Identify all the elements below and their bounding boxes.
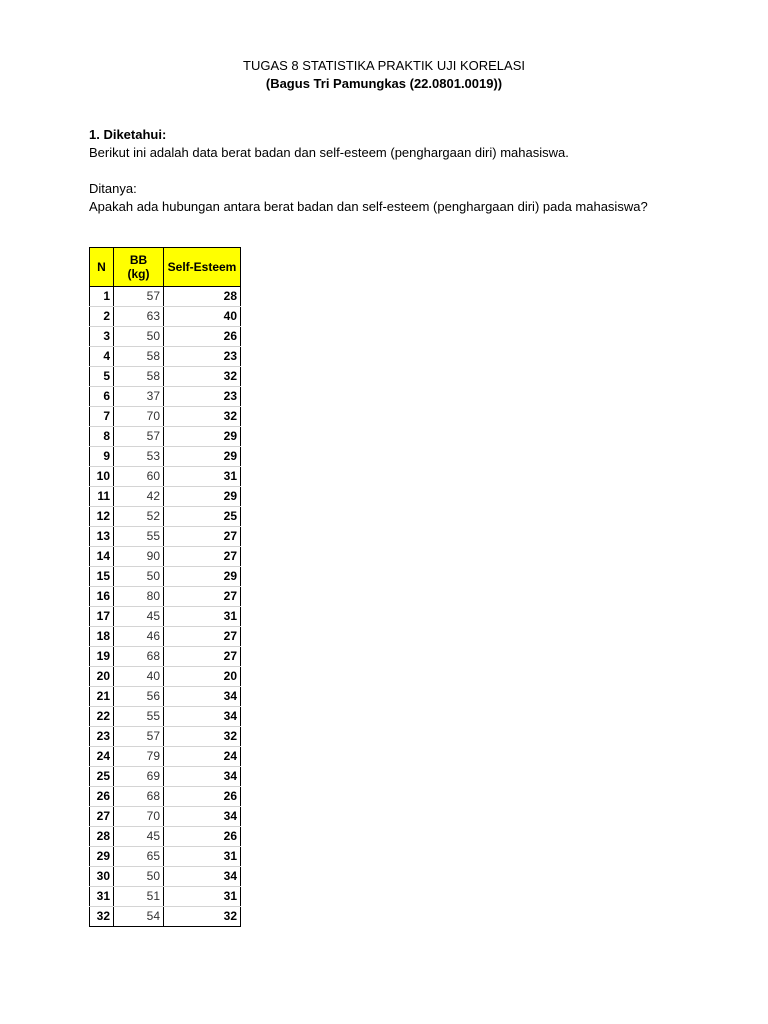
table-row [90,347,241,367]
cell-n: 17 [90,607,114,627]
cell-self-esteem: 20 [164,667,241,687]
cell-self-esteem: 40 [164,307,241,327]
table-row [90,607,241,627]
table-row [90,727,241,747]
cell-self-esteem: 26 [164,787,241,807]
table-header [90,248,241,287]
table-row [90,567,241,587]
cell-bb: 70 [114,407,164,427]
cell-self-esteem: 34 [164,767,241,787]
cell-self-esteem: 31 [164,467,241,487]
table-row [90,427,241,447]
cell-bb: 80 [114,587,164,607]
cell-bb: 50 [114,567,164,587]
table-row [90,767,241,787]
cell-self-esteem: 31 [164,607,241,627]
cell-self-esteem: 27 [164,647,241,667]
cell-self-esteem: 34 [164,707,241,727]
cell-self-esteem: 31 [164,887,241,907]
table-row [90,587,241,607]
cell-bb: 55 [114,707,164,727]
table-row [90,747,241,767]
cell-bb: 51 [114,887,164,907]
table-row [90,867,241,887]
cell-self-esteem: 34 [164,687,241,707]
cell-bb: 56 [114,687,164,707]
table-row [90,287,241,307]
cell-self-esteem: 32 [164,907,241,927]
table-row [90,307,241,327]
cell-n: 27 [90,807,114,827]
known-heading: 1. Diketahui: [89,127,167,142]
cell-self-esteem: 24 [164,747,241,767]
cell-n: 8 [90,427,114,447]
table-row [90,447,241,467]
table-row [90,407,241,427]
cell-n: 11 [90,487,114,507]
table-row [90,547,241,567]
cell-self-esteem: 29 [164,447,241,467]
table-row [90,507,241,527]
cell-self-esteem: 32 [164,407,241,427]
cell-n: 30 [90,867,114,887]
table-row [90,707,241,727]
cell-n: 15 [90,567,114,587]
asked-heading: Ditanya: [89,181,137,196]
cell-n: 25 [90,767,114,787]
cell-bb: 57 [114,427,164,447]
cell-self-esteem: 27 [164,627,241,647]
cell-self-esteem: 26 [164,827,241,847]
table-row [90,847,241,867]
cell-n: 24 [90,747,114,767]
table-body [90,287,241,927]
table-row [90,907,241,927]
cell-bb: 54 [114,907,164,927]
cell-self-esteem: 27 [164,527,241,547]
cell-n: 29 [90,847,114,867]
known-text: Berikut ini adalah data berat badan dan self-esteem (penghargaan diri) mahasiswa. [89,145,569,160]
cell-self-esteem: 29 [164,567,241,587]
cell-bb: 79 [114,747,164,767]
table-row [90,807,241,827]
cell-n: 14 [90,547,114,567]
table-row [90,327,241,347]
cell-bb: 40 [114,667,164,687]
cell-self-esteem: 23 [164,347,241,367]
table-row [90,527,241,547]
cell-n: 7 [90,407,114,427]
cell-n: 9 [90,447,114,467]
cell-n: 18 [90,627,114,647]
cell-n: 16 [90,587,114,607]
cell-n: 28 [90,827,114,847]
header-row [90,248,241,287]
table-row [90,627,241,647]
cell-n: 5 [90,367,114,387]
table-row [90,387,241,407]
cell-bb: 57 [114,727,164,747]
cell-self-esteem: 28 [164,287,241,307]
header-n: N [90,248,114,287]
cell-bb: 57 [114,287,164,307]
cell-bb: 50 [114,327,164,347]
cell-self-esteem: 27 [164,547,241,567]
table-row [90,687,241,707]
header-bb-line1: BB [129,253,148,267]
cell-n: 6 [90,387,114,407]
cell-bb: 45 [114,607,164,627]
cell-self-esteem: 29 [164,487,241,507]
cell-bb: 55 [114,527,164,547]
cell-self-esteem: 27 [164,587,241,607]
cell-bb: 53 [114,447,164,467]
cell-bb: 69 [114,767,164,787]
table-row [90,787,241,807]
cell-self-esteem: 32 [164,727,241,747]
cell-self-esteem: 34 [164,807,241,827]
cell-n: 32 [90,907,114,927]
document-subtitle: (Bagus Tri Pamungkas (22.0801.0019)) [265,76,503,91]
table-row [90,647,241,667]
cell-n: 2 [90,307,114,327]
document-title: TUGAS 8 STATISTIKA PRAKTIK UJI KORELASI [243,58,525,73]
cell-bb: 58 [114,367,164,387]
cell-bb: 46 [114,627,164,647]
table-row [90,487,241,507]
cell-n: 13 [90,527,114,547]
asked-text: Apakah ada hubungan antara berat badan dan self-esteem (penghargaan diri) pada mahasiswa? [89,199,648,214]
cell-n: 3 [90,327,114,347]
header-bb [114,248,164,287]
cell-bb: 68 [114,787,164,807]
table-row [90,887,241,907]
cell-bb: 65 [114,847,164,867]
cell-bb: 50 [114,867,164,887]
cell-n: 22 [90,707,114,727]
cell-bb: 60 [114,467,164,487]
cell-bb: 70 [114,807,164,827]
cell-n: 1 [90,287,114,307]
cell-n: 21 [90,687,114,707]
cell-n: 10 [90,467,114,487]
cell-bb: 58 [114,347,164,367]
cell-n: 4 [90,347,114,367]
cell-n: 23 [90,727,114,747]
cell-n: 19 [90,647,114,667]
cell-bb: 63 [114,307,164,327]
header-bb-line2: (kg) [127,267,150,281]
cell-bb: 90 [114,547,164,567]
cell-bb: 52 [114,507,164,527]
table-row [90,367,241,387]
cell-self-esteem: 32 [164,367,241,387]
table-row [90,827,241,847]
cell-self-esteem: 34 [164,867,241,887]
cell-self-esteem: 29 [164,427,241,447]
cell-self-esteem: 23 [164,387,241,407]
cell-bb: 42 [114,487,164,507]
cell-self-esteem: 25 [164,507,241,527]
cell-n: 12 [90,507,114,527]
header-self-esteem: Self-Esteem [164,248,241,287]
cell-n: 26 [90,787,114,807]
table-row [90,467,241,487]
cell-self-esteem: 31 [164,847,241,867]
cell-n: 20 [90,667,114,687]
cell-bb: 68 [114,647,164,667]
data-table [89,247,241,927]
cell-bb: 45 [114,827,164,847]
cell-n: 31 [90,887,114,907]
table-row [90,667,241,687]
cell-self-esteem: 26 [164,327,241,347]
cell-bb: 37 [114,387,164,407]
